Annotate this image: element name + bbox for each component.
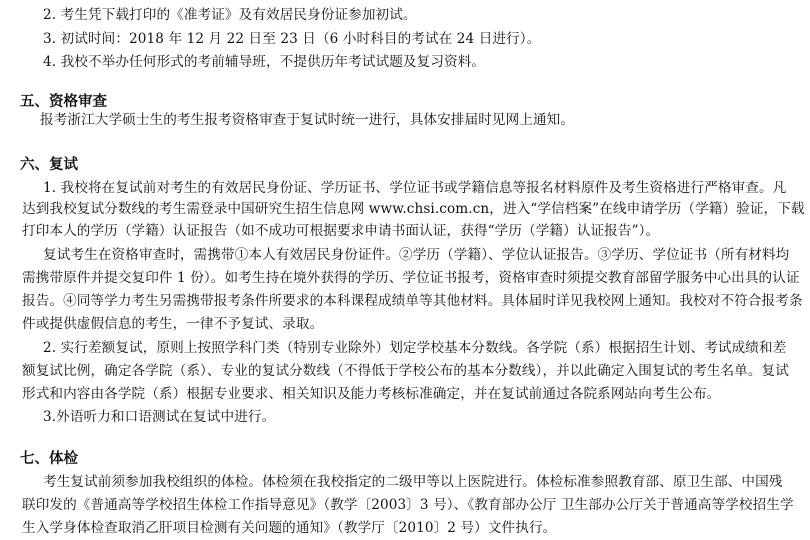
retest-p2-line3: 报告。④同等学力考生另需携带报考条件所要求的本科课程成绩单等其他材料。具体届时详见我校网上通知。我校对不符合报考条 <box>22 293 803 309</box>
retest-p2-line2: 需携带原件并提交复印件 1 份）。如考生持在境外获得的学历、学位证书报考，资格审查时须提交教育部留学服务中心出具的认证 <box>22 270 800 286</box>
section-heading-physical-exam: 七、体检 <box>20 451 78 467</box>
exam-item-3: 3. 初试时间：2018 年 12 月 22 日至 23 日（6 小时科目的考试在 24 日进行）。 <box>43 31 541 47</box>
retest-p1-line1: 1. 我校将在复试前对考生的有效居民身份证、学历证书、学位证书或学籍信息等报名材料原件及考生资格进行严格审查。凡 <box>43 180 787 196</box>
retest-p4: 3.外语听力和口语测试在复试中进行。 <box>43 409 276 425</box>
retest-p1-line2: 达到我校复试分数线的考生需登录中国研究生招生信息网 www.chsi.com.cn，进入“学信档案”在线申请学历（学籍）验证，下载 <box>22 201 805 217</box>
physical-exam-line1: 考生复试前须参加我校组织的体检。体检须在我校指定的二级甲等以上医院进行。体检标准参照教育部、原卫生部、中国残 <box>43 474 783 490</box>
exam-item-4: 4. 我校不举办任何形式的考前辅导班，不提供历年考试试题及复习资料。 <box>43 54 486 70</box>
section-heading-qualification-review: 五、资格审查 <box>20 94 107 110</box>
section5-body: 报考浙江大学硕士生的考生报考资格审查于复试时统一进行，具体安排届时见网上通知。 <box>40 112 575 128</box>
physical-exam-line2: 联印发的《普通高等学校招生体检工作指导意见》（教学〔2003〕3 号）、《教育部办公厅 卫生部办公厅关于普通高等学校招生学 <box>22 497 794 513</box>
retest-p1-line3: 打印本人的学历（学籍）认证报告（如不成功可根据要求申请书面认证，获得“学历（学籍）认证报告”）。 <box>22 223 660 239</box>
exam-item-2: 2. 考生凭下载打印的《准考证》及有效居民身份证参加初试。 <box>43 7 417 23</box>
retest-p3-line3: 形式和内容由各学院（系）根据专业要求、相关知识及能力考核标准确定，并在复试前通过各院系网站向考生公布。 <box>22 386 721 402</box>
retest-p3-line2: 额复试比例，确定各学院（系）、专业的复试分数线（不得低于学校公布的基本分数线），并以此确定入围复试的考生名单。复试 <box>22 363 789 379</box>
retest-p2-line4: 件或提供虚假信息的考生，一律不予复试、录取。 <box>22 316 324 332</box>
retest-p3-line1: 2. 实行差额复试，原则上按照学科门类（特别专业除外）划定学校基本分数线。各学院（系）根据招生计划、考试成绩和差 <box>43 340 787 356</box>
retest-p2-line1: 复试考生在资格审查时，需携带①本人有效居民身份证件。②学历（学籍）、学位认证报告。③学历、学位证书（所有材料均 <box>43 247 790 263</box>
section-heading-retest: 六、复试 <box>20 157 78 173</box>
physical-exam-line3: 生入学身体检查取消乙肝项目检测有关问题的通知》（教学厅〔2010〕2 号）文件执行。 <box>22 520 557 536</box>
